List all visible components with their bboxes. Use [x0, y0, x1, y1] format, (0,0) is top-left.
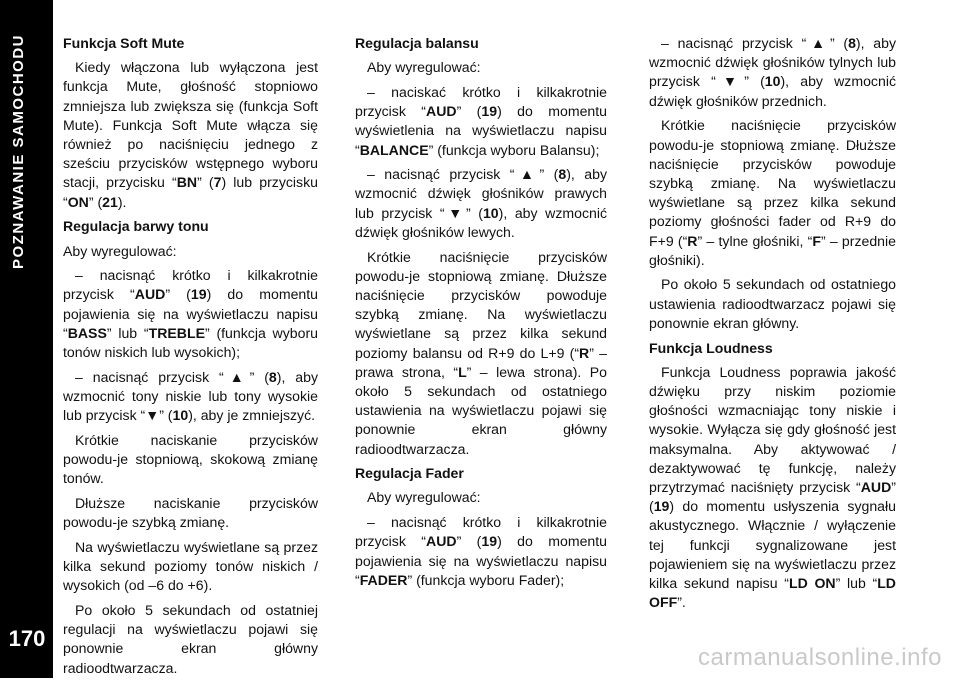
fader-note-2: Po około 5 sekundach od ostatniego ustawienia radioodtwarzacz pojawi się ponownie ekran główny.	[649, 276, 896, 331]
tone-heading: Regulacja barwy tonu	[63, 218, 209, 235]
fader-intro: Aby wyregulować:	[367, 489, 481, 506]
down-arrow-icon: ▼	[715, 73, 745, 90]
sidebar	[0, 0, 53, 678]
balance-note: Krótkie naciśnięcie przycisków powodu-je stopniową zmianę. Dłuższe naciśnięcie przycisków powoduje szybką zmianę. Na wyświetlaczu wyświetlane są przez kilka sekund poziomy balansu od R+9 do L+9 (“R” – prawa strona, “L” – lewa strona). Po około 5 sekundach od ostatniego ustawienia na wyświetlaczu pojawi się ponownie ekran główny radioodtwarzacza.	[355, 248, 607, 457]
fader-heading: Regulacja Fader	[355, 465, 464, 482]
tone-step-2: – nacisnąć przycisk “▲” (8), aby wzmocnić tony niskie lub tony wysokie lub przycisk “▼” (10), aby je zmniejszyć.	[63, 368, 318, 424]
soft-mute-heading: Funkcja Soft Mute	[63, 35, 185, 51]
down-arrow-icon: ▼	[145, 407, 160, 424]
fader-step-2: – nacisnąć przycisk “▲” (8), aby wzmocnić dźwięk głośników tylnych lub przycisk “▼” (10), aby wzmocnić dźwięk głośników przednich.	[649, 35, 897, 109]
up-arrow-icon: ▲	[806, 35, 830, 51]
up-arrow-icon: ▲	[223, 368, 250, 385]
tone-step-1: – nacisnąć krótko i kilkakrotnie przycisk “AUD” (19) do momentu pojawienia się na wyświetlaczu napisu “BASS” lub “TREBLE” (funkcja wyboru tonów niskich lub wysokich);	[63, 267, 319, 361]
fader-note-1: Krótkie naciśnięcie przycisków powodu-je stopniową zmianę. Dłuższe naciśnięcie przycisków powoduje szybką zmianę. Na wyświetlaczu wyświetlane są przez kilka sekund poziomy głośności fader od R+9 do F+9 (“R” – tylne głośniki, “F” – przednie głośniki).	[649, 117, 896, 268]
balance-intro: Aby wyregulować:	[367, 59, 481, 76]
up-arrow-icon: ▲	[514, 166, 540, 183]
section-title: POZNAWANIE SAMOCHODU	[10, 34, 27, 270]
tone-note-4: Po około 5 sekundach od ostatniej regulacji na wyświetlaczu pojawi się ponownie ekran główny radioodtwarzacza.	[63, 601, 318, 676]
fader-step-1: – nacisnąć krótko i kilkakrotnie przycisk “AUD” (19) do momentu pojawienia się na wyświetlaczu napisu “FADER” (funkcja wyboru Fader);	[355, 514, 608, 588]
tone-note-2: Dłuższe naciskanie przycisków powodu-je szybką zmianę.	[63, 494, 318, 531]
page-number: 170	[8, 626, 46, 651]
balance-step-1: – naciskać krótko i kilkakrotnie przycisk “AUD” (19) do momentu wyświetlenia na wyświetlaczu napisu “BALANCE” (funkcja wyboru Balansu);	[355, 83, 608, 158]
loudness-heading: Funkcja Loudness	[649, 339, 773, 356]
balance-step-2: – nacisnąć przycisk “▲” (8), aby wzmocnić dźwięk głośników prawych lub przycisk “▼” (10), aby wzmocnić dźwięk głośników lewych.	[355, 166, 608, 240]
tone-intro: Aby wyregulować:	[63, 242, 177, 259]
balance-heading: Regulacja balansu	[355, 35, 479, 51]
tone-note-3: Na wyświetlaczu wyświetlane są przez kilka sekund poziomy tonów niskich / wysokich (od –6 do +6).	[63, 538, 318, 594]
column-2	[355, 34, 607, 595]
column-3	[649, 34, 896, 618]
loudness-paragraph: Funkcja Loudness poprawia jakość dźwięku przy niskim poziomie głośności wzmacniając tony niskie i wysokie. Wyłącza się gdy głośność jest maksymalna. Aby aktywować / dezaktywować tę funkcję, należy przytrzymać naciśnięty przycisk “AUD” (19) do momentu usłyszenia sygnału akustycznego. Włącznie / wyłączenie tej funkcji sygnalizowane jest pojawieniem się na wyświetlaczu przez kilka sekund napisu “LD ON” lub “LD OFF”.	[649, 363, 896, 611]
soft-mute-paragraph: Kiedy włączona lub wyłączona jest funkcja Mute, głośność stopniowo zmniejsza lub zwiększa się (funkcja Soft Mute). Funkcja Soft Mute włącza się również po naciśnięciu jednego z sześciu przycisków wstępnego wyboru stacji, przycisku “BN” (7) lub przycisku “ON” (21).	[63, 59, 318, 210]
watermark: carmanualsonline.info	[698, 644, 942, 671]
tone-note-1: Krótkie naciskanie przycisków powodu-je stopniową, skokową zmianę tonów.	[63, 431, 318, 487]
down-arrow-icon: ▼	[444, 204, 466, 221]
column-1	[63, 34, 318, 683]
